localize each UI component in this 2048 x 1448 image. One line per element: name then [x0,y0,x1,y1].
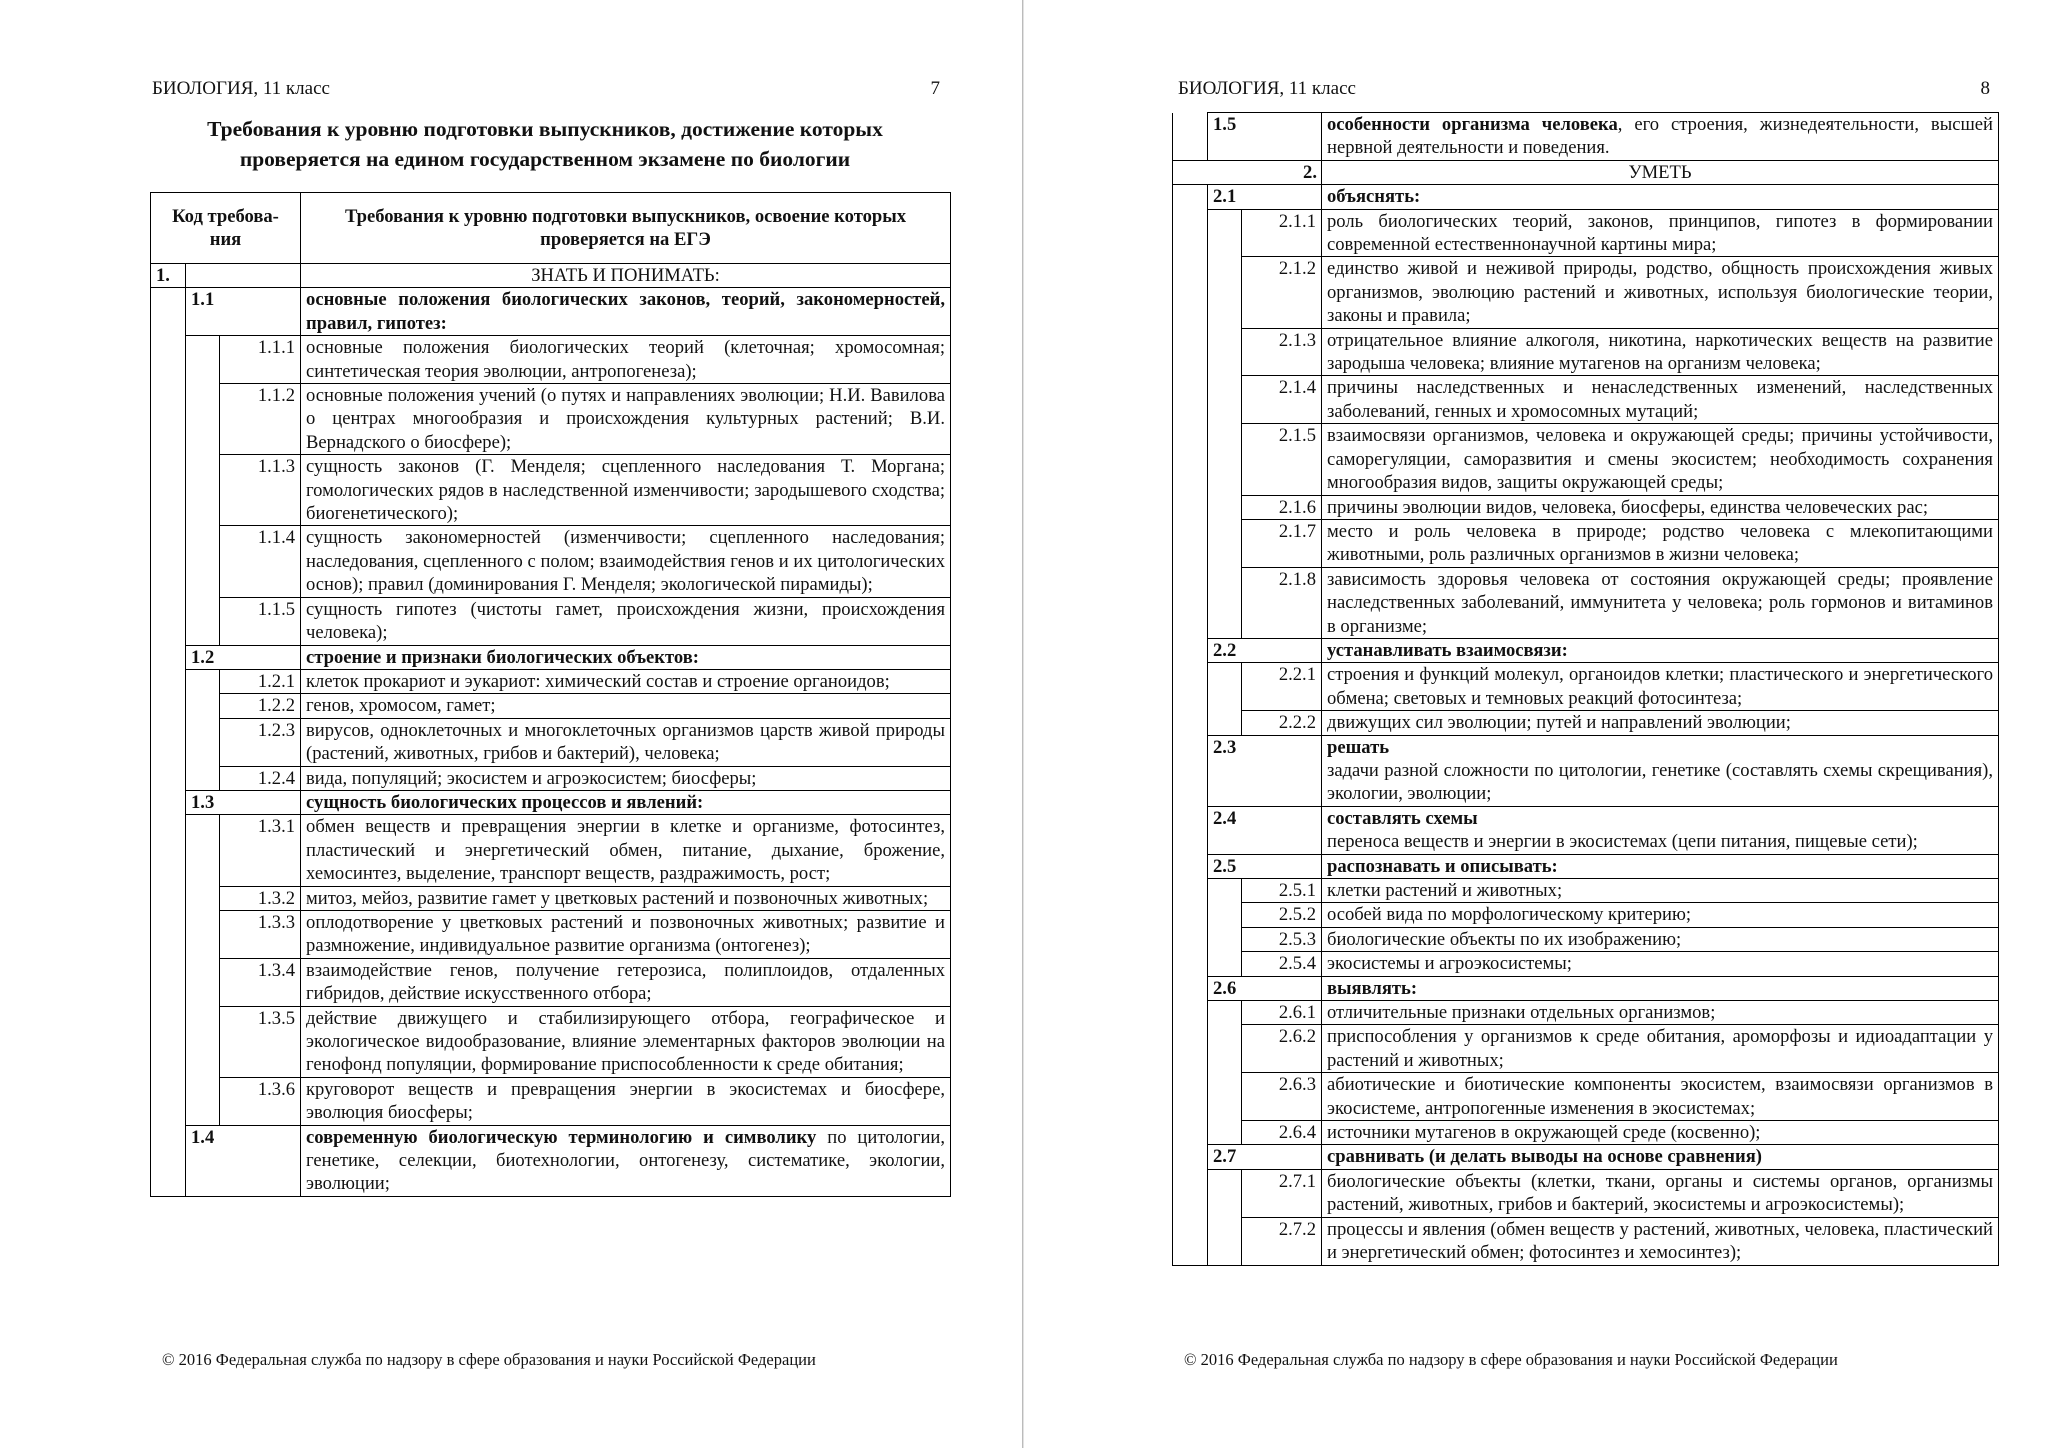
left-page [0,0,1023,1448]
table-row [1173,1169,1999,1217]
item-code: 1.2.1 [220,669,301,693]
item-code: 2.1.1 [1242,209,1322,257]
group-text [1322,1145,1999,1169]
item-text: место и роль человека в природе; родство человека с млекопитающими животными, роль различных организмов в жизни человека; [1322,519,1999,567]
item-text: вида, популяций; экосистем и агроэкосистем; биосферы; [301,766,951,790]
item-code: 1.1.5 [220,597,301,645]
group-title: сравнивать (и делать выводы на основе сравнения) [1327,1146,1762,1168]
table-row [151,694,951,718]
group-code: 2.4 [1208,806,1322,854]
item-code: 2.1.2 [1242,257,1322,328]
group-text [301,645,951,669]
group-row [1173,185,1999,209]
item-text: митоз, мейоз, развитие гамет у цветковых растений и позвоночных животных; [301,886,951,910]
header-subject: БИОЛОГИЯ, 11 класс [1178,78,1356,99]
group-title: современную биологическую терминологию и символику [306,1126,817,1148]
group-title: объяснять: [1327,186,1421,208]
item-code: 1.1.2 [220,384,301,455]
table-row [1173,1025,1999,1073]
item-text: отличительные признаки отдельных организмов; [1322,1001,1999,1025]
group-title: устанавливать взаимосвязи: [1327,639,1568,661]
group-code: 1.4 [186,1125,301,1196]
item-code: 2.6.3 [1242,1073,1322,1121]
table-row [151,597,951,645]
header-subject: БИОЛОГИЯ, 11 класс [152,78,330,99]
item-code: 2.1.6 [1242,495,1322,519]
table-row [1173,376,1999,424]
group-title: основные положения биологических законов, теорий, закономерностей, правил, гипотез: [306,289,945,334]
table-row [1173,328,1999,376]
running-header [1178,78,1990,100]
table-row [151,886,951,910]
item-text: оплодотворение у цветковых растений и позвоночных животных; развитие и размножение, индивидуальное развитие организма (онтогенез); [301,910,951,958]
table-row [151,1006,951,1077]
table-row [1173,1073,1999,1121]
continuation-row [1173,113,1999,161]
table-row [151,815,951,886]
item-text: генов, хромосом, гамет; [301,694,951,718]
item-code: 1.1.4 [220,526,301,597]
group-code: 1.5 [1208,113,1322,161]
item-code: 2.2.2 [1242,711,1322,735]
item-text: клеток прокариот и эукариот: химический состав и строение органоидов; [301,669,951,693]
group-row [151,1125,951,1196]
table-row [1173,952,1999,976]
group-row [1173,976,1999,1000]
section-title: ЗНАТЬ И ПОНИМАТЬ: [301,264,951,288]
item-text: особей вида по морфологическому критерию; [1322,903,1999,927]
table-row [151,910,951,958]
col-header-requirement: Требования к уровню подготовки выпускников, освоение которых проверяется на ЕГЭ [301,193,951,264]
item-text: причины эволюции видов, человека, биосферы, единства человеческих рас; [1322,495,1999,519]
item-text: сущность закономерностей (изменчивости; сцепленного наследования; наследования, сцепленного с полом; взаимодействия генов и их цитологических основ); правил (доминирования Г. Менделя; экологической пирамиды); [301,526,951,597]
page-title: Требования к уровню подготовки выпускников, достижение которых проверяется на едином государственном экзамене по биологии [207,117,883,171]
item-text: процессы и явления (обмен веществ у растений, животных, человека, пластический и энергетический обмен; фотосинтез и хемосинтез); [1322,1217,1999,1265]
page-number: 8 [1980,78,1990,99]
item-code: 1.3.1 [220,815,301,886]
group-code: 1.2 [186,645,301,669]
item-text: источники мутагенов в окружающей среде (косвенно); [1322,1121,1999,1145]
item-code: 1.2.4 [220,766,301,790]
table-row [1173,1121,1999,1145]
item-code: 2.5.4 [1242,952,1322,976]
item-text: единство живой и неживой природы, родство, общность происхождения живых организмов, эволюцию растений и животных, используя биологические теории, законы и правила; [1322,257,1999,328]
item-code: 2.1.5 [1242,424,1322,495]
group-text [1322,735,1999,806]
table-row [1173,567,1999,638]
item-text: биологические объекты (клетки, ткани, органы и системы органов, организмы растений, животных, грибов и бактерий, экосистемы и агроэкосистемы); [1322,1169,1999,1217]
item-text: сущность гипотез (чистоты гамет, происхождения жизни, происхождения человека); [301,597,951,645]
group-row [1173,854,1999,878]
item-text: основные положения биологических теорий (клеточная; хромосомная; синтетическая теория эволюции, антропогенеза); [301,336,951,384]
table-row [1173,257,1999,328]
group-code: 2.2 [1208,638,1322,662]
requirements-table [1172,112,1999,1266]
table-row [151,1077,951,1125]
item-text: круговорот веществ и превращения энергии в экосистемах и биосфере, эволюция биосферы; [301,1077,951,1125]
item-text: действие движущего и стабилизирующего отбора, географическое и экологическое видообразование, влияние элементарных факторов эволюции на генофонд популяции, формирование приспособленности к среде обитания; [301,1006,951,1077]
item-code: 2.1.7 [1242,519,1322,567]
item-text: роль биологических теорий, законов, принципов, гипотез в формировании современной естественнонаучной картины мира; [1322,209,1999,257]
group-title-rest: задачи разной сложности по цитологии, генетике (составлять схемы скрещивания), экологии, эволюции; [1327,759,1993,805]
table-row [1173,1001,1999,1025]
item-text: обмен веществ и превращения энергии в клетке и организме, фотосинтез, пластический и энергетический обмен, питание, дыхание, брожение, хемосинтез, выделение, транспорт веществ, раздражимость, рост; [301,815,951,886]
group-code: 2.7 [1208,1145,1322,1169]
table-row [1173,903,1999,927]
group-text [301,288,951,336]
item-text: отрицательное влияние алкоголя, никотина, наркотических веществ на развитие зародыша человека; влияние мутагенов на организм человека; [1322,328,1999,376]
group-text [1322,185,1999,209]
table-row [1173,711,1999,735]
item-code: 2.7.2 [1242,1217,1322,1265]
item-code: 2.1.4 [1242,376,1322,424]
section-number: 2. [1173,160,1322,184]
item-code: 1.3.5 [220,1006,301,1077]
item-code: 1.1.3 [220,455,301,526]
group-title-rest: переноса веществ и энергии в экосистемах (цепи питания, пищевые сети); [1327,831,1918,853]
item-text: взаимодействие генов, получение гетерозиса, полиплоидов, отдаленных гибридов, действие искусственного отбора; [301,958,951,1006]
col-header-code: Код требова-ния [151,193,301,264]
item-text: движущих сил эволюции; путей и направлений эволюции; [1322,711,1999,735]
group-code: 2.1 [1208,185,1322,209]
table-header-row [151,193,951,264]
item-text: сущность законов (Г. Менделя; сцепленного наследования Т. Моргана; гомологических рядов в наследственной изменчивости; зародышевого сходства; биогенетического); [301,455,951,526]
group-title: строение и признаки биологических объектов: [306,646,699,668]
group-code: 2.3 [1208,735,1322,806]
page-footer: © 2016 Федеральная служба по надзору в сфере образования и науки Российской Федерации [162,1350,816,1369]
table-row [151,455,951,526]
item-code: 2.5.2 [1242,903,1322,927]
group-row [151,288,951,336]
table-row [151,669,951,693]
table-row [1173,424,1999,495]
item-text: экосистемы и агроэкосистемы; [1322,952,1999,976]
item-text: абиотические и биотические компоненты экосистем, взаимосвязи организмов в экосистеме, антропогенные изменения в экосистемах; [1322,1073,1999,1121]
group-title: сущность биологических процессов и явлений: [306,791,704,813]
table-row [151,958,951,1006]
item-text: строения и функций молекул, органоидов клетки; пластического и энергетического обмена; световых и темновых реакций фотосинтеза; [1322,663,1999,711]
group-title-rest: , его строения, жизнедеятельности, высшей нервной деятельности и поведения. [1327,114,1993,159]
group-row [151,790,951,814]
table-row [151,526,951,597]
table-row [1173,879,1999,903]
item-code: 2.1.8 [1242,567,1322,638]
group-code: 1.3 [186,790,301,814]
section-title: УМЕТЬ [1322,160,1999,184]
group-code: 2.5 [1208,854,1322,878]
item-text: клетки растений и животных; [1322,879,1999,903]
group-text [1322,638,1999,662]
item-code: 2.6.2 [1242,1025,1322,1073]
table-row [151,766,951,790]
table-row [151,384,951,455]
item-code: 1.3.2 [220,886,301,910]
section-row [151,264,951,288]
group-row [1173,638,1999,662]
item-code: 2.6.4 [1242,1121,1322,1145]
item-code: 2.6.1 [1242,1001,1322,1025]
table-row [1173,519,1999,567]
right-page [1024,0,2046,1448]
item-code: 1.2.2 [220,694,301,718]
group-row [1173,806,1999,854]
group-title-rest: по цитологии, генетике, селекции, биотехнологии, онтогенезу, систематике, экологии, эволюции; [306,1126,945,1195]
group-title: решать [1327,736,1390,758]
item-text: вирусов, одноклеточных и многоклеточных организмов царств живой природы (растений, животных, грибов и бактерий), человека; [301,718,951,766]
group-text [1322,854,1999,878]
group-text [301,1125,951,1196]
item-text: основные положения учений (о путях и направлениях эволюции; Н.И. Вавилова о центрах многообразия и происхождения культурных растений; В.И. Вернадского о биосфере); [301,384,951,455]
group-code: 2.6 [1208,976,1322,1000]
item-text: зависимость здоровья человека от состояния окружающей среды; проявление наследственных заболеваний, иммунитета у человека; роль гормонов и витаминов в организме; [1322,567,1999,638]
item-code: 1.3.6 [220,1077,301,1125]
group-code: 1.1 [186,288,301,336]
section-number: 1. [151,264,186,288]
table-row [1173,927,1999,951]
group-text [1322,806,1999,854]
item-code: 2.5.3 [1242,927,1322,951]
item-text: причины наследственных и ненаследственных изменений, наследственных заболеваний, генных и хромосомных мутаций; [1322,376,1999,424]
page-number: 7 [930,78,940,99]
group-text [301,790,951,814]
item-text: приспособления у организмов к среде обитания, ароморфозы и идиоадаптации у растений и животных; [1322,1025,1999,1073]
group-row [1173,735,1999,806]
item-text: взаимосвязи организмов, человека и окружающей среды; причины устойчивости, саморегуляции, саморазвития и смены экосистем; необходимость сохранения многообразия видов, защиты окружающей среды; [1322,424,1999,495]
item-code: 2.7.1 [1242,1169,1322,1217]
group-title: составлять схемы [1327,807,1478,829]
table-row [1173,209,1999,257]
running-header [152,78,940,100]
table-row [1173,495,1999,519]
section-row [1173,160,1999,184]
table-row [1173,663,1999,711]
group-row [1173,1145,1999,1169]
group-title: особенности организма человека [1327,114,1618,135]
item-code: 2.1.3 [1242,328,1322,376]
group-title: распознавать и описывать: [1327,855,1558,877]
item-code: 1.3.4 [220,958,301,1006]
item-code: 1.1.1 [220,336,301,384]
item-code: 1.2.3 [220,718,301,766]
item-code: 1.3.3 [220,910,301,958]
item-code: 2.2.1 [1242,663,1322,711]
table-row [1173,1217,1999,1265]
item-text: биологические объекты по их изображению; [1322,927,1999,951]
item-code: 2.5.1 [1242,879,1322,903]
group-text [1322,976,1999,1000]
table-row [151,718,951,766]
group-row [151,645,951,669]
group-title: выявлять: [1327,977,1418,999]
table-row [151,336,951,384]
group-text [1322,113,1999,161]
requirements-table [150,192,951,1197]
page-footer: © 2016 Федеральная служба по надзору в сфере образования и науки Российской Федерации [1184,1350,1838,1369]
